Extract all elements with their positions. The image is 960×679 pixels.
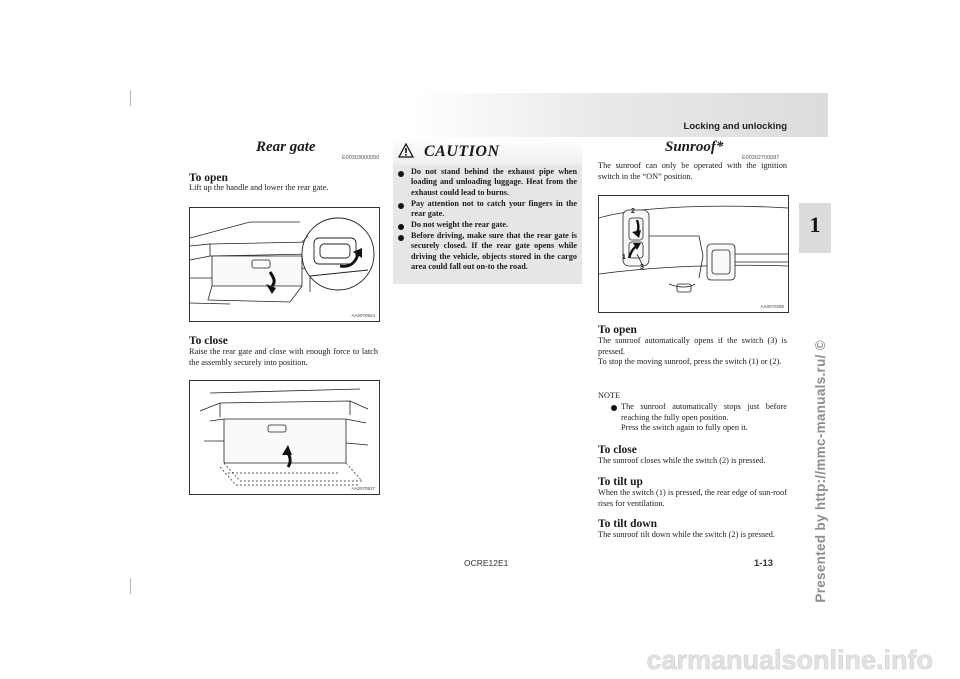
caution-item-text: Pay attention not to catch your fingers in the rear gate. [411,199,577,219]
note-text-2: Press the switch again to fully open it. [621,423,748,432]
sunroof-figure [598,195,789,313]
rear-gate-close-figure [189,380,380,495]
rear-gate-close-text: Raise the rear gate and close with enough force to latch the assembly securely into position. [189,347,378,367]
rear-gate-open-illustration [190,208,379,321]
bullet-icon [398,224,404,230]
sunroof-tilt-up-text: When the switch (1) is pressed, the rear edge of sun-roof rises for ventilation. [598,488,787,508]
page-number: 1-13 [754,558,774,569]
sunroof-close-text: The sunroof closes while the switch (2) is pressed. [598,456,766,465]
sunroof-tilt-down-text: The sunroof tilt down while the switch (2) is pressed. [598,530,775,539]
note-label: NOTE [598,391,621,400]
figure-id: AA0070937 [351,486,375,491]
sunroof-tilt-down-heading: To tilt down [598,518,658,530]
note-text-1: The sunroof automatically stops just before reaching the fully open position. [621,402,787,422]
crop-mark [130,90,131,106]
rear-gate-title: Rear gate [256,139,316,155]
caution-item-text: Do not stand behind the exhaust pipe when loading and unloading luggage. Heat from the exhaust could lead to burns. [411,167,577,197]
sunroof-switch-illustration [599,196,788,312]
rear-gate-close-illustration [190,381,379,494]
sunroof-code: E00302700087 [742,155,780,161]
site-footer-logo [575,645,935,675]
switch-label-2: 2 [631,208,635,215]
chapter-number: 1 [809,212,821,237]
caution-item-text: Do not weight the rear gate. [411,220,509,229]
bullet-icon [398,203,404,209]
caution-title: CAUTION [424,143,500,160]
document-code: OCRE12E1 [464,558,509,568]
switch-label-3: 3 [640,264,644,271]
rear-gate-open-heading: To open [189,172,228,184]
caution-item-text: Before driving, make sure that the rear gate is securely closed. If the rear gate opens while driving the vehicle, objects stored in the cargo area could fall out on-to the road. [411,231,577,271]
sunroof-open-heading: To open [598,324,637,336]
sunroof-title: Sunroof* [665,139,724,155]
crop-mark [130,578,131,594]
rear-gate-code: E00303000050 [342,155,380,161]
sunroof-intro: The sunroof can only be operated with the ignition switch in the “ON” position. [598,161,787,181]
site-footer-text: carmanualsonline.info [646,645,933,675]
bullet-icon [398,171,404,177]
sunroof-close-heading: To close [598,444,637,456]
rear-gate-close-heading: To close [189,335,228,347]
bullet-icon [611,405,617,411]
vertical-watermark [795,340,831,670]
figure-id: AA0070924 [351,313,375,318]
bullet-icon [398,235,404,241]
sunroof-tilt-up-heading: To tilt up [598,476,643,488]
warning-triangle-icon [398,143,414,158]
watermark-text: Presented by http://mmc-manuals.ru/ © [813,340,828,603]
section-header-title: Locking and unlocking [683,121,787,132]
switch-label-1: 1 [622,254,626,261]
sunroof-open-text-2: To stop the moving sunroof, press the switch (1) or (2). [598,357,782,366]
rear-gate-open-figure [189,207,380,322]
sunroof-open-text-1: The sunroof automatically opens if the switch (3) is pressed. [598,336,787,356]
rear-gate-open-text: Lift up the handle and lower the rear gate. [189,183,329,192]
figure-id: AA0070285 [760,304,784,309]
